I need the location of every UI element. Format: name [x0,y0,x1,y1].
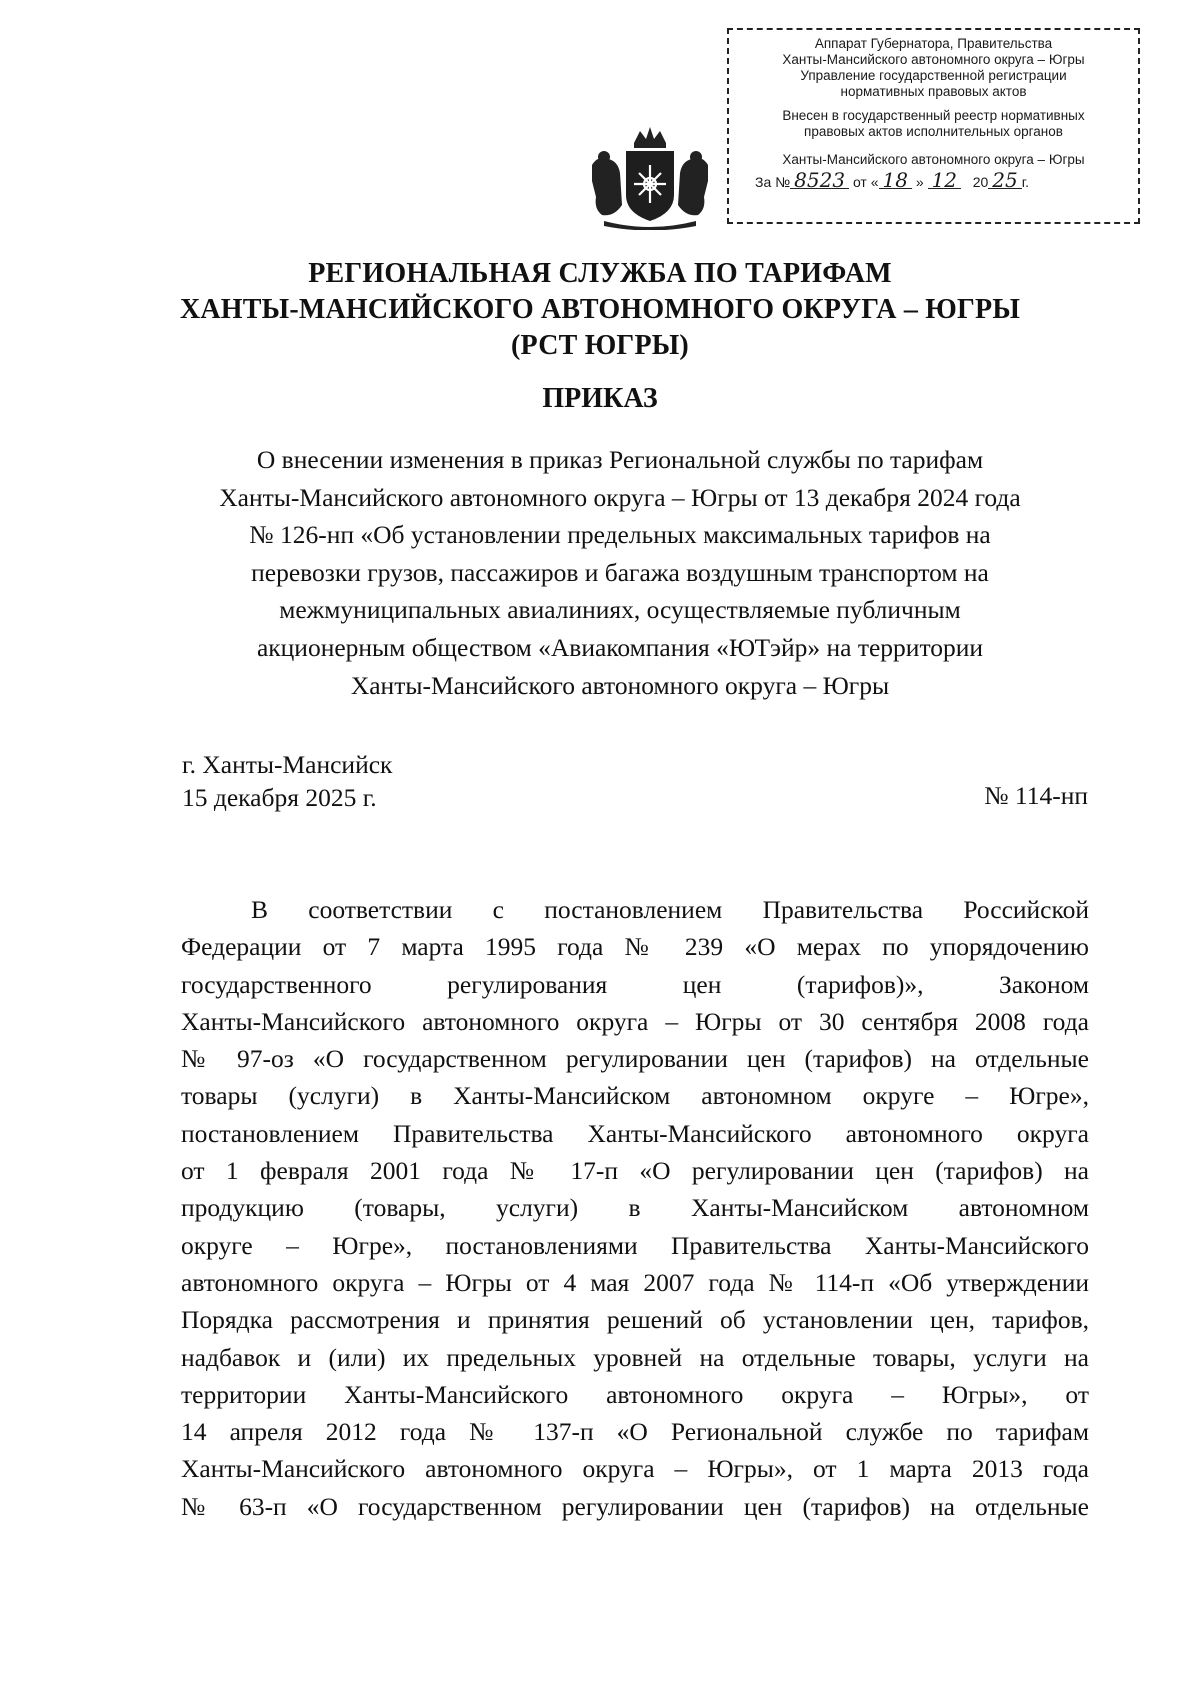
subject-line: № 126-нп «Об установлении предельных максимальных тарифов на [249,520,991,550]
subject-line: Ханты-Мансийского автономного округа – Югры от 13 декабря 2024 года [219,482,1021,512]
stamp-top-block [729,36,1138,100]
org-line: ХАНТЫ-МАНСИЙСКОГО АВТОНОМНОГО ОКРУГА – ЮГРЫ [179,294,1021,325]
body-line: Порядка рассмотрения и принятия решений об установлении цен, тарифов, [181,1305,1089,1335]
stamp-region-line: Ханты-Мансийского автономного округа – Югры [782,152,1085,167]
body-line: Федерации от 7 марта 1995 года № 239 «О мерах по упорядочению [181,932,1089,962]
reg-from: от « [852,174,879,190]
reg-quote: » [915,174,924,190]
body-line: № 63-п «О государственном регулировании цен (тарифов) на отдельные [181,1491,1089,1521]
body-line: товары (услуги) в Ханты-Мансийском автономном округе – Югре», [181,1081,1089,1111]
subject-line: Ханты-Мансийского автономного округа – Югры [350,670,890,700]
subject-line: перевозки грузов, пассажиров и багажа воздушным транспортом на [251,557,989,587]
place-and-date [182,748,392,814]
body-line: округе – Югре», постановлениями Правительства Ханты-Мансийского [181,1230,1089,1260]
reg-year: 25 [988,172,1021,189]
reg-prefix: За № [755,174,791,190]
reg-year-prefix: 20 [972,174,989,190]
subject-line: О внесении изменения в приказ Региональной службы по тарифам [256,445,984,474]
subject-line: акционерным обществом «Авиакомпания «ЮТэйр» на территории [256,632,984,662]
body-line: В соответствии с постановлением Правительства Российской [251,895,1089,924]
stamp-registration-line [729,168,1138,192]
org-line: РЕГИОНАЛЬНАЯ СЛУЖБА ПО ТАРИФАМ [308,258,892,289]
reg-month: 12 [928,172,961,189]
body-line: постановлением Правительства Ханты-Мансийского автономного округа [181,1118,1089,1148]
stamp-line: Управление государственной регистрации [800,68,1067,83]
stamp-line: нормативных правовых актов [840,84,1027,99]
reg-day: 18 [879,172,912,189]
stamp-line: Внесен в государственный реестр нормативных [782,108,1085,123]
body-line: территории Ханты-Мансийского автономного округа – Югры», от [181,1379,1089,1409]
body-line: Ханты-Мансийского автономного округа – Югры от 30 сентября 2008 года [181,1006,1089,1036]
body-line: государственного регулирования цен (тарифов)», Законом [181,969,1089,999]
org-line: (РСТ ЮГРЫ) [511,330,689,361]
subject-line: межмуниципальных авиалиниях, осуществляемые публичным [279,595,961,625]
order-subject [180,441,1060,704]
stamp-line: правовых актов исполнительных органов [804,124,1063,139]
stamp-line: Ханты-Мансийского автономного округа – Югры [782,52,1085,67]
body-line: автономного округа – Югры от 4 мая 2007 года № 114-п «Об утверждении [181,1267,1089,1297]
coat-of-arms-icon [584,125,716,230]
reg-year-suffix: г. [1021,174,1030,190]
registration-stamp [727,28,1140,224]
body-line: 14 апреля 2012 года № 137-п «О Региональной службе по тарифам [181,1417,1089,1447]
body-line: № 97-оз «О государственном регулировании цен (тарифов) на отдельные [181,1044,1089,1074]
reg-number: 8523 [790,172,849,189]
document-type: ПРИКАЗ [542,383,658,414]
stamp-line: Аппарат Губернатора, Правительства [814,36,1053,51]
date: 15 декабря 2025 г. [182,783,377,812]
body-line: от 1 февраля 2001 года № 17-п «О регулировании цен (тарифов) на [181,1156,1089,1186]
stamp-mid-block [729,108,1138,140]
organization-name [0,256,1200,364]
body-line: продукцию (товары, услуги) в Ханты-Мансийском автономном [181,1193,1089,1223]
body-line: Ханты-Мансийского автономного округа – Югры», от 1 марта 2013 года [181,1454,1089,1484]
place: г. Ханты-Мансийск [182,750,393,779]
body-paragraph [181,891,1089,1525]
body-line: надбавок и (или) их предельных уровней на отдельные товары, услуги на [181,1342,1089,1372]
document-number: № 114-нп [984,781,1088,810]
